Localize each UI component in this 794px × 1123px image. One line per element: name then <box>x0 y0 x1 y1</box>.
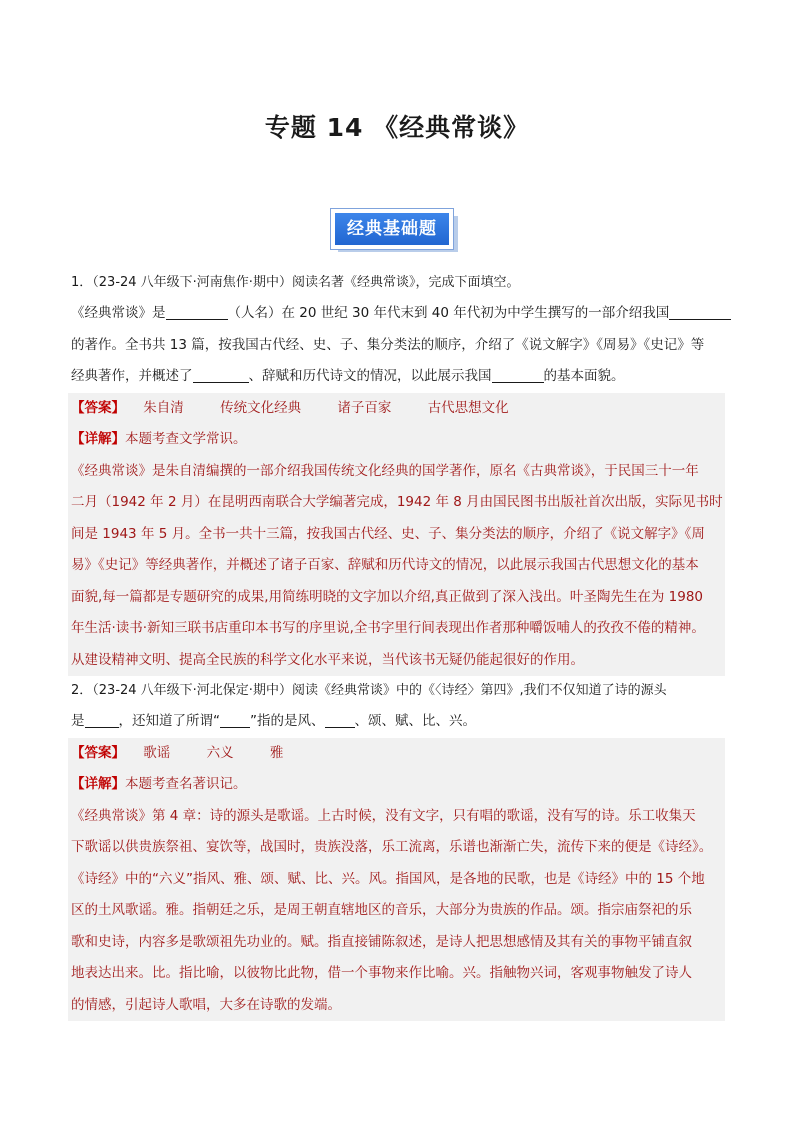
page-title: 专题 14 《经典常谈》 <box>264 113 530 142</box>
question-1-line <box>71 298 725 330</box>
detail-text: 易》《史记》等经典著作，并概述了诸子百家、辞赋和历代诗文的情况，以此展示我国古代思想文化的基本 <box>71 557 699 573</box>
answer-line <box>71 738 725 770</box>
text: 的基本面貌。 <box>543 368 625 384</box>
answer-label: 【答案】 <box>71 744 125 761</box>
text: 是 <box>71 713 85 729</box>
detail-text: 面貌,每一篇都是专题研究的成果,用简练明晓的文字加以介绍,真正做到了深入浅出。叶圣陶先生在为 1980 <box>71 588 704 605</box>
question-1-heading: 1．（23-24 八年级下·河南焦作·期中）阅读名著《经典常谈》，完成下面填空。 <box>71 275 520 290</box>
fill-blank <box>492 366 544 383</box>
detail-label: 【详解】 <box>71 431 125 447</box>
text: 、颂、赋、比、兴。 <box>354 713 476 729</box>
answer-line <box>71 393 725 425</box>
detail-line <box>71 769 725 801</box>
answer-item: 歌谣 <box>143 744 171 761</box>
answer-item: 传统文化经典 <box>220 399 302 416</box>
detail-text: 《诗经》中的“六义”指风、雅、颂、赋、比、兴。风。指国风，是各地的民歌，也是《诗经》中的 15 个地 <box>71 870 705 887</box>
detail-text: 从建设精神文明、提高全民族的科学文化水平来说，当代该书无疑仍能起很好的作用。 <box>71 651 584 668</box>
answer-block-2 <box>68 738 725 1022</box>
detail-text: 歌和史诗，内容多是歌颂祖先功业的。赋。指直接铺陈叙述，是诗人把思想感情及其有关的事物平铺直叙 <box>71 933 692 950</box>
fill-blank <box>166 303 228 320</box>
detail-text: 间是 1943 年 5 月。全书一共十三篇，按我国古代经、史、子、集分类法的顺序，介绍了《说文解字》《周 <box>71 525 705 542</box>
answer-item: 诸子百家 <box>337 399 392 416</box>
answer-item: 朱自清 <box>143 399 184 416</box>
content <box>71 268 725 1021</box>
text: ”指的是风、 <box>250 713 325 729</box>
badge-label: 经典基础题 <box>335 213 449 245</box>
text: ，还知道了所谓“ <box>118 713 220 729</box>
detail-text: 区的土风歌谣。雅。指朝廷之乐，是周王朝直辖地区的音乐，大部分为贵族的作品。颂。指宗庙祭祀的乐 <box>71 902 692 918</box>
answer-label: 【答案】 <box>71 399 125 416</box>
detail-intro: 本题考查文学常识。 <box>125 431 247 447</box>
text: （人名）在 20 世纪 30 年代末到 40 年代初为中学生撰写的一部介绍我国 <box>227 305 670 321</box>
detail-text: 《经典常谈》是朱自清编撰的一部介绍我国传统文化经典的国学著作，原名《古典常谈》，于民国三十一年 <box>71 462 699 479</box>
answer-item: 六义 <box>206 744 234 761</box>
fill-blank <box>85 711 119 728</box>
text: 经典著作，并概述了 <box>71 368 193 384</box>
section-badge <box>330 206 464 254</box>
text: 、辞赋和历代诗文的情况，以此展示我国 <box>248 368 492 384</box>
fill-blank <box>220 711 250 728</box>
detail-text: 下歌谣以供贵族祭祖、宴饮等，战国时，贵族没落，乐工流离，乐谱也渐渐亡失，流传下来的便是《诗经》。 <box>71 839 713 855</box>
detail-line <box>71 424 725 456</box>
fill-blank <box>193 366 249 383</box>
fill-blank <box>325 711 355 728</box>
question-2-heading: 2．（23-24 八年级下·河北保定·期中）阅读《经典常谈》中的《〈诗经〉第四》,我们不仅知道了诗的源头 <box>71 683 667 698</box>
detail-intro: 本题考查名著识记。 <box>125 776 247 792</box>
answer-block-1 <box>68 393 725 677</box>
detail-label: 【详解】 <box>71 776 125 792</box>
detail-text: 年生活·读书·新知三联书店重印本书写的序里说,全书字里行间表现出作者那种嚼饭哺人的孜孜不倦的精神。 <box>71 620 705 636</box>
answer-item: 古代思想文化 <box>427 399 509 416</box>
detail-text: 地表达出来。比。指比喻，以彼物比此物，借一个事物来作比喻。兴。指触物兴词，客观事物触发了诗人 <box>71 965 692 981</box>
question-2-line <box>71 706 725 738</box>
text: 《经典常谈》是 <box>71 305 166 321</box>
detail-text: 二月（1942 年 2 月）在昆明西南联合大学编著完成，1942 年 8 月由国民图书出版社首次出版，实际见书时 <box>71 494 723 510</box>
detail-text: 《经典常谈》第 4 章：诗的源头是歌谣。上古时候，没有文字，只有唱的歌谣，没有写的诗。乐工收集天 <box>71 807 696 824</box>
question-1-line <box>71 361 725 393</box>
question-1-line: 的著作。全书共 13 篇，按我国古代经、史、子、集分类法的顺序，介绍了《说文解字》《周易》《史记》等 <box>71 336 705 353</box>
detail-text: 的情感，引起诗人歌唱，大多在诗歌的发端。 <box>71 996 341 1013</box>
fill-blank <box>669 303 731 320</box>
answer-item: 雅 <box>269 744 284 761</box>
